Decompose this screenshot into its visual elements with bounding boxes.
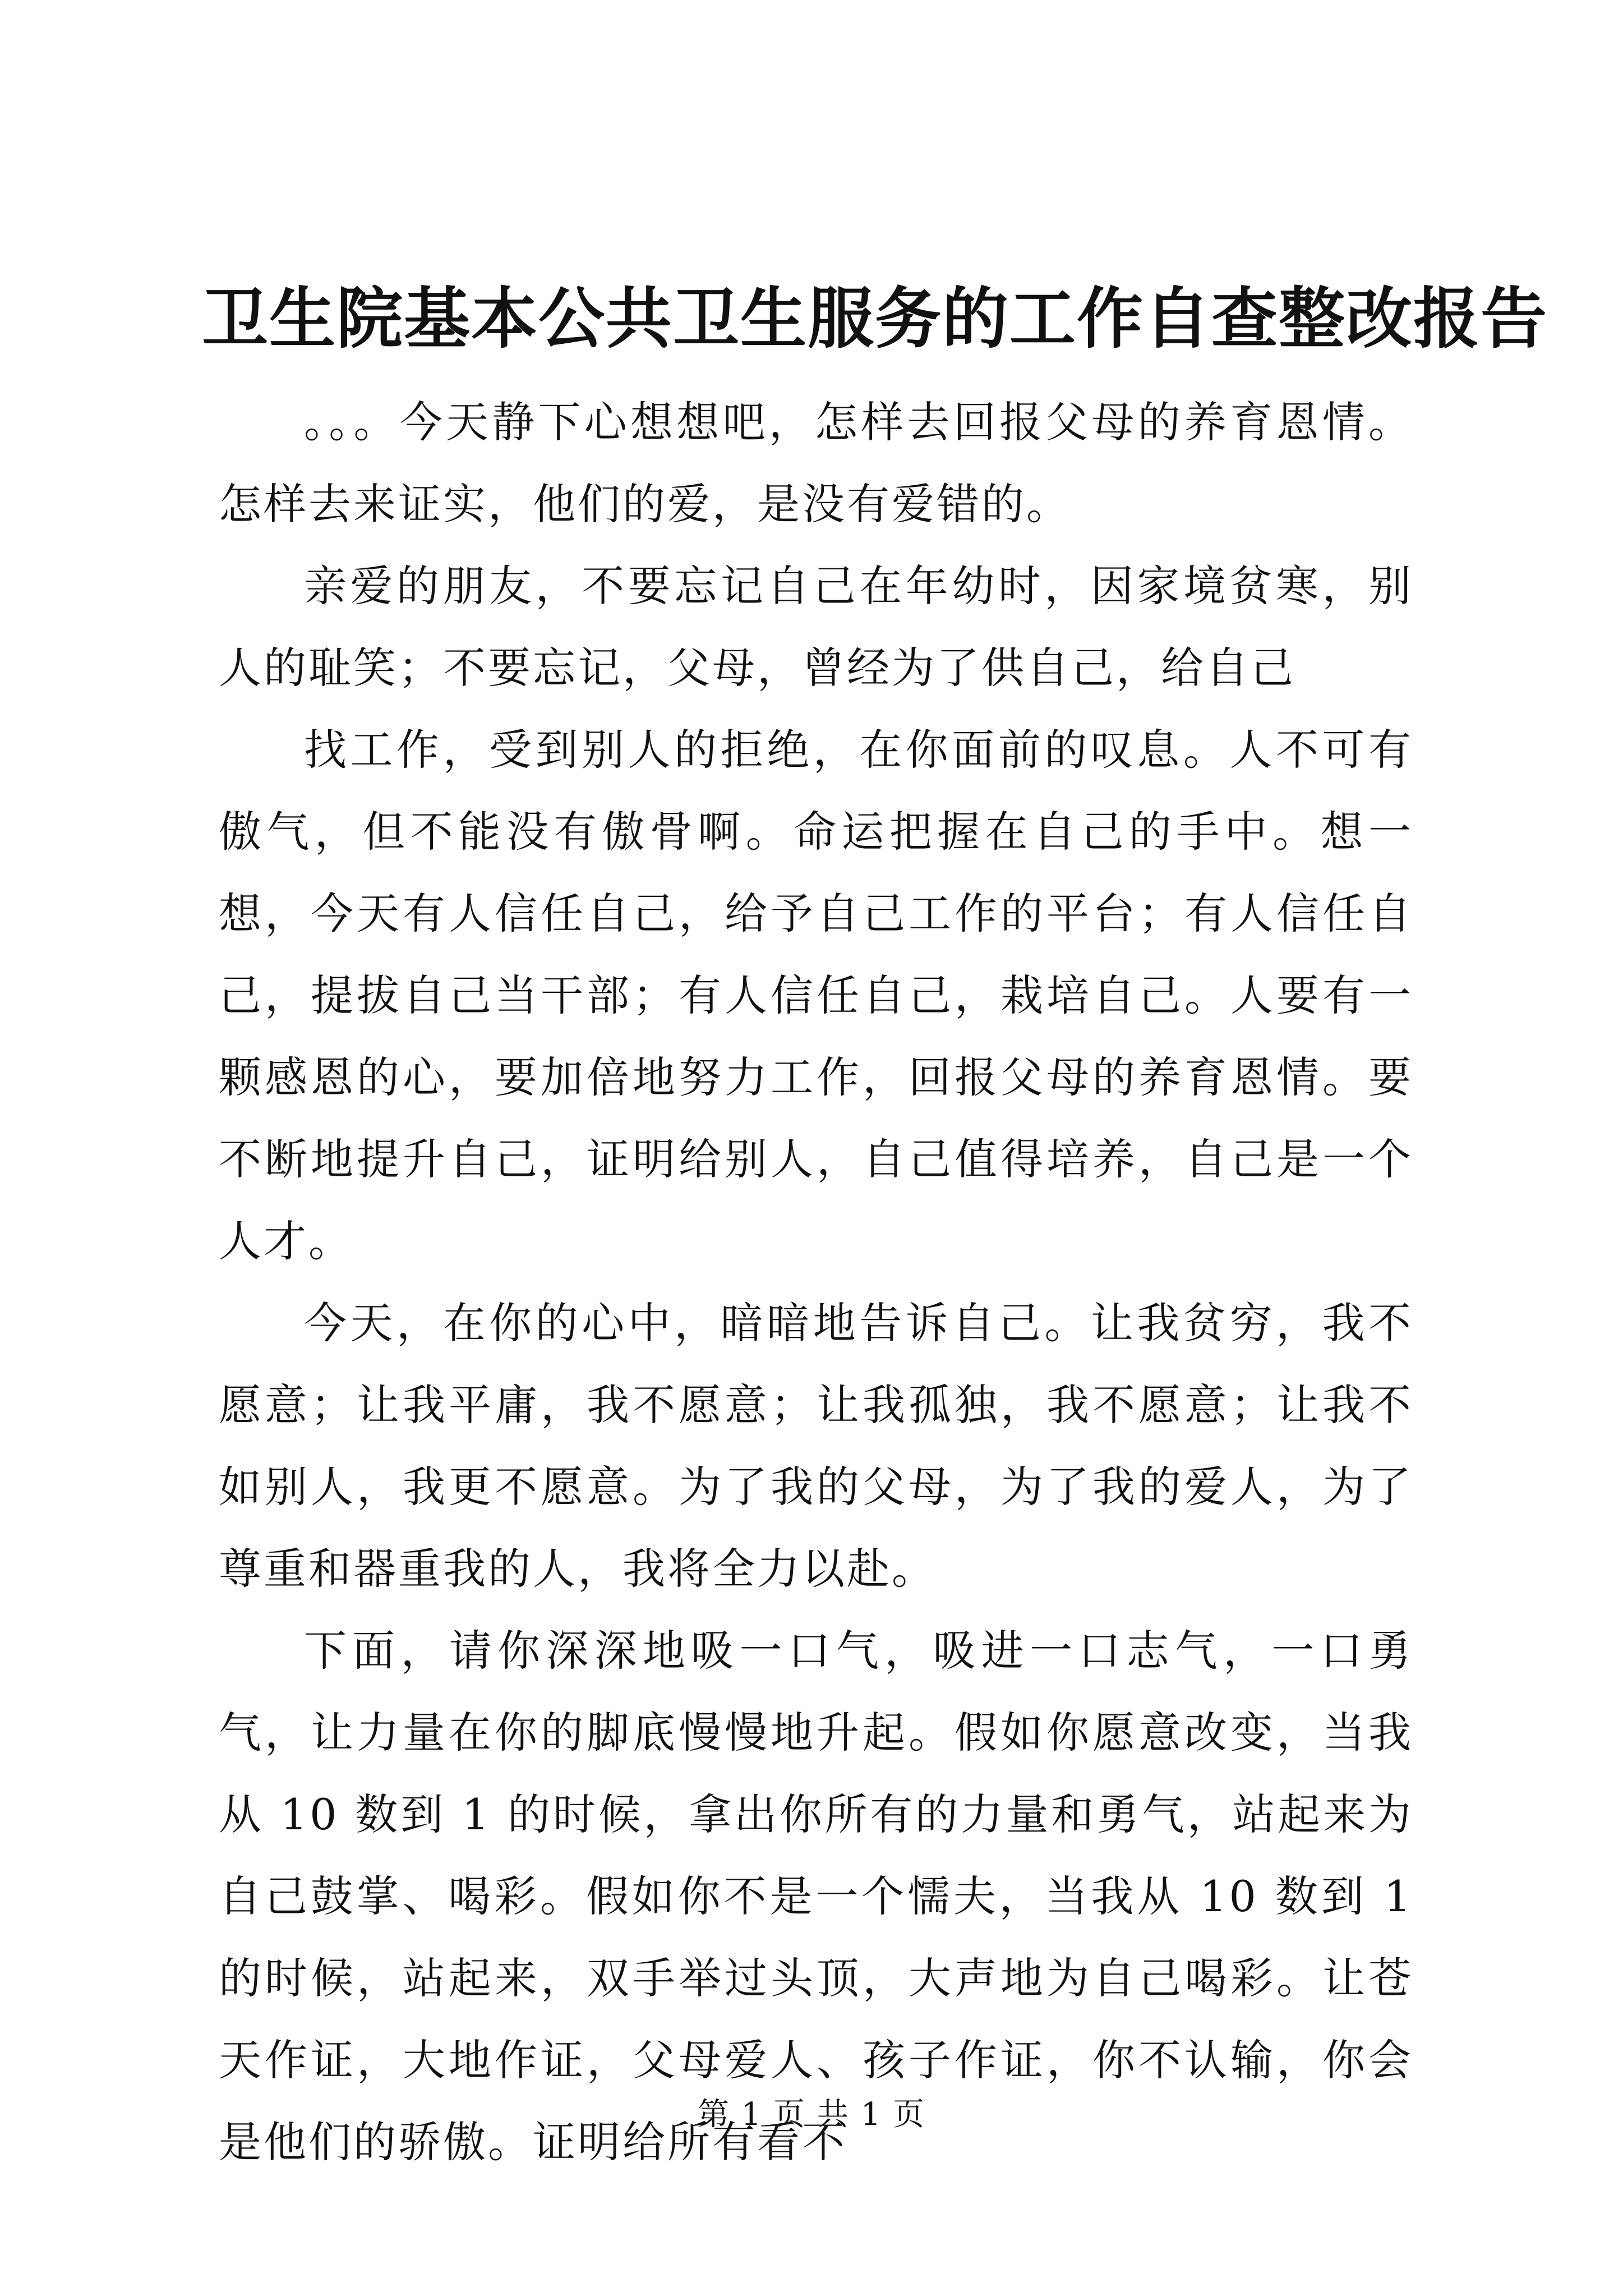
- paragraph-1: 。。。今天静下心想想吧，怎样去回报父母的养育恩情。怎样去来证实，他们的爱，是没有爱错的。: [219, 397, 1413, 529]
- document-title: 卫生院基本公共卫生服务的工作自查整改报告: [202, 279, 1548, 357]
- paragraph-3: 找工作，受到别人的拒绝，在你面前的叹息。人不可有傲气，但不能没有傲骨啊。命运把握在自己的手中。想一想，今天有人信任自己，给予自己工作的平台；有人信任自己，提拔自己当干部；有人信任自己，栽培自己。人要有一颗感恩的心，要加倍地努力工作，回报父母的养育恩情。要不断地提升自己，证明给别人，自己值得培养，自己是一个人才。: [219, 725, 1413, 1266]
- paragraph-5: 下面，请你深深地吸一口气，吸进一口志气，一口勇气，让力量在你的脚底慢慢地升起。假如你愿意改变，当我从 10 数到 1 的时候，拿出你所有的力量和勇气，站起来为自己鼓掌、喝彩。假如你不是一个懦夫，当我从 10 数到 1 的时候，站起来，双手举过头顶，大声地为自己喝彩。让苍天作证，大地作证，父母爱人、孩子作证，你不认输，你会是他们的骄傲。证明给所有看不: [219, 1626, 1413, 2167]
- page-footer: 第 1 页 共 1 页: [697, 2096, 926, 2133]
- paragraph-4: 今天，在你的心中，暗暗地告诉自己。让我贫穷，我不愿意；让我平庸，我不愿意；让我孤独，我不愿意；让我不如别人，我更不愿意。为了我的父母，为了我的爱人，为了尊重和器重我的人，我将全力以赴。: [219, 1298, 1413, 1594]
- paragraph-2: 亲爱的朋友，不要忘记自己在年幼时，因家境贫寒，别人的耻笑；不要忘记，父母，曾经为了供自己，给自己: [219, 561, 1413, 693]
- document-body: [219, 381, 1413, 2183]
